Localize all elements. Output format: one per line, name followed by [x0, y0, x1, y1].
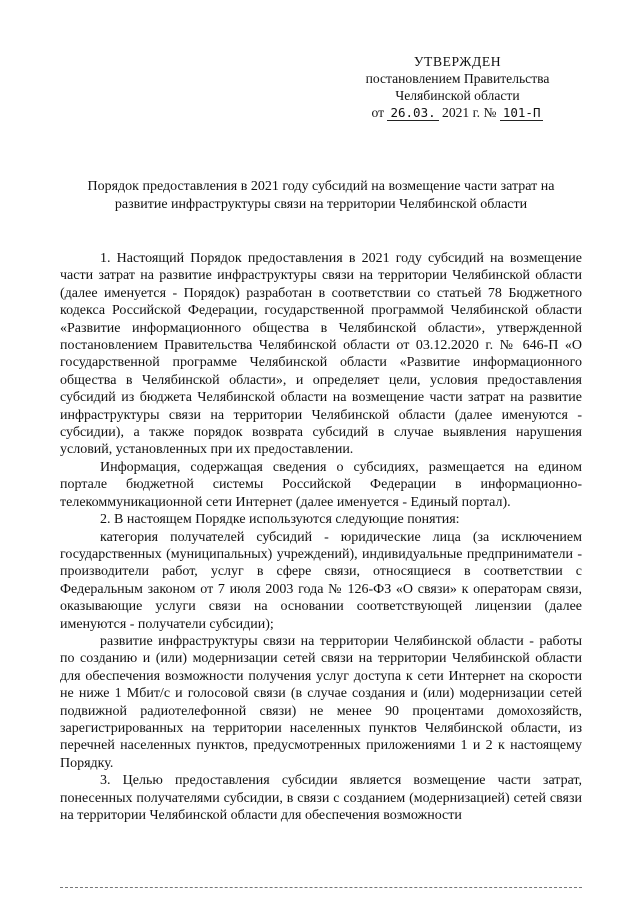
- approval-line-region: Челябинской области: [395, 88, 520, 103]
- document-heading: Порядок предоставления в 2021 году субсидий на возмещение части затрат на развитие инфраструктуры связи на территории Челябинской области: [87, 179, 555, 212]
- date-prefix: от: [371, 105, 385, 120]
- approval-title: УТВЕРЖДЕН: [413, 54, 502, 69]
- approval-date-line: [340, 104, 575, 121]
- footer-rule: [60, 887, 582, 888]
- approval-date: 26.03.: [387, 106, 438, 121]
- paragraph: 2. В настоящем Порядке используются следующие понятия:: [100, 512, 460, 528]
- paragraph: развитие инфраструктуры связи на территории Челябинской области - работы по созданию и (или) модернизации сетей связи на территории Челябинской области для обеспечения возможности получения услуг доступа к сети Интернет на скорости не ниже 1 Мбит/с и голосовой связи (в случае создания и (или) модернизации сетей подвижной радиотелефонной связи) не менее 90 процентами домохозяйств, зарегистрированных на территории населенных пунктов Челябинской области, из перечней населенных пунктов, предусмотренных приложениями 1 и 2 к настоящему Порядку.: [60, 633, 582, 771]
- approval-line-resolution: постановлением Правительства: [365, 71, 550, 86]
- approval-number: 101-П: [500, 106, 544, 121]
- document-body: [60, 250, 582, 824]
- paragraph: категория получателей субсидий - юридические лица (за исключением государственных (муниципальных) учреждений), индивидуальные предприниматели - производители работ, услуг в сфере связи, относящиеся в соответствии с Федеральным законом от 7 июля 2003 года № 126-ФЗ «О связи» к операторам связи, оказывающие услуги связи на основании соответствующей лицензии (далее именуются - получатели субсидии);: [60, 529, 582, 632]
- year-suffix: 2021 г. №: [442, 105, 497, 120]
- paragraph: 3. Целью предоставления субсидии является возмещение части затрат, понесенных получателями субсидии, в связи с созданием (модернизацией) сетей связи на территории Челябинской области для обеспечения возможности: [60, 773, 582, 823]
- paragraph: Информация, содержащая сведения о субсидиях, размещается на едином портале бюджетной системы Российской Федерации в информационно-телекоммуникационной сети Интернет (далее именуется - Единый портал).: [60, 459, 582, 510]
- approval-stamp: [340, 53, 575, 121]
- paragraph: 1. Настоящий Порядок предоставления в 2021 году субсидий на возмещение части затрат на развитие инфраструктуры связи на территории Челябинской области (далее именуется - Порядок) разработан в соответствии со статьей 78 Бюджетного кодекса Российской Федерации, государственной программой Челябинской области «Развитие информационного общества в Челябинской области», утвержденной постановлением Правительства Челябинской области от 03.12.2020 г. № 646-П «О государственной программе Челябинской области «Развитие информационного общества в Челябинской области», и определяет цели, условия предоставления субсидий из бюджета Челябинской области на возмещение части затрат на развитие инфраструктуры связи на территории Челябинской области (далее именуются - субсидии), а также порядок возврата субсидий в случае выявления нарушения условий, установленных при их предоставлении.: [60, 251, 582, 458]
